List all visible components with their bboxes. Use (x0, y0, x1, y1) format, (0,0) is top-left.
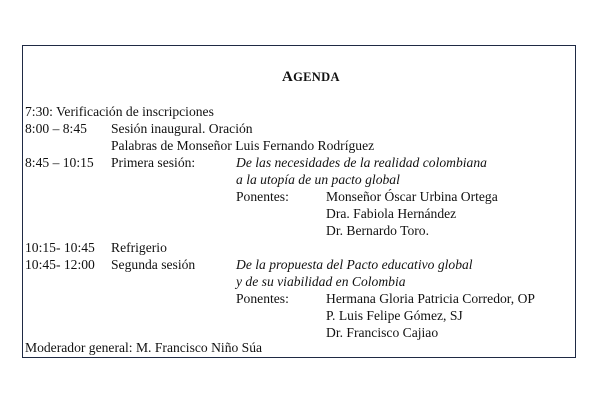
palabras-monsenor: Palabras de Monseñor Luis Fernando Rodríguez (111, 138, 375, 153)
segunda-sesion: Segunda sesión (111, 257, 196, 272)
ponentes-label-1: Ponentes: (236, 189, 289, 204)
sesion-inaugural: Sesión inaugural. Oración (111, 121, 253, 136)
primera-sesion: Primera sesión: (111, 155, 196, 170)
ponente-toro: Dr. Bernardo Toro. (326, 223, 429, 238)
refrigerio: Refrigerio (111, 240, 167, 255)
title-rest: GENDA (293, 70, 340, 84)
topic-1-line-1: De las necesidades de la realidad colombiana (236, 155, 487, 170)
line-verificacion: 7:30: Verificación de inscripciones (25, 104, 214, 119)
ponente-urbina: Monseñor Óscar Urbina Ortega (326, 189, 498, 204)
topic-1-line-2: a la utopía de un pacto global (236, 172, 400, 187)
title-initial: A (282, 69, 294, 85)
time-800: 8:00 – 8:45 (25, 121, 87, 136)
topic-2-line-2: y de su viabilidad en Colombia (236, 274, 406, 289)
time-1045: 10:45- 12:00 (25, 257, 95, 272)
ponentes-label-2: Ponentes: (236, 291, 289, 306)
topic-2-line-1: De la propuesta del Pacto educativo global (236, 257, 473, 272)
moderador-general: Moderador general: M. Francisco Niño Súa (25, 340, 263, 355)
time-845: 8:45 – 10:15 (25, 155, 94, 170)
ponente-cajiao: Dr. Francisco Cajiao (326, 325, 439, 340)
ponente-corredor: Hermana Gloria Patricia Corredor, OP (326, 291, 535, 306)
ponente-hernandez: Dra. Fabiola Hernández (326, 206, 457, 221)
ponente-gomez: P. Luis Felipe Gómez, SJ (326, 308, 463, 323)
time-1015: 10:15- 10:45 (25, 240, 95, 255)
agenda-title (282, 69, 340, 85)
